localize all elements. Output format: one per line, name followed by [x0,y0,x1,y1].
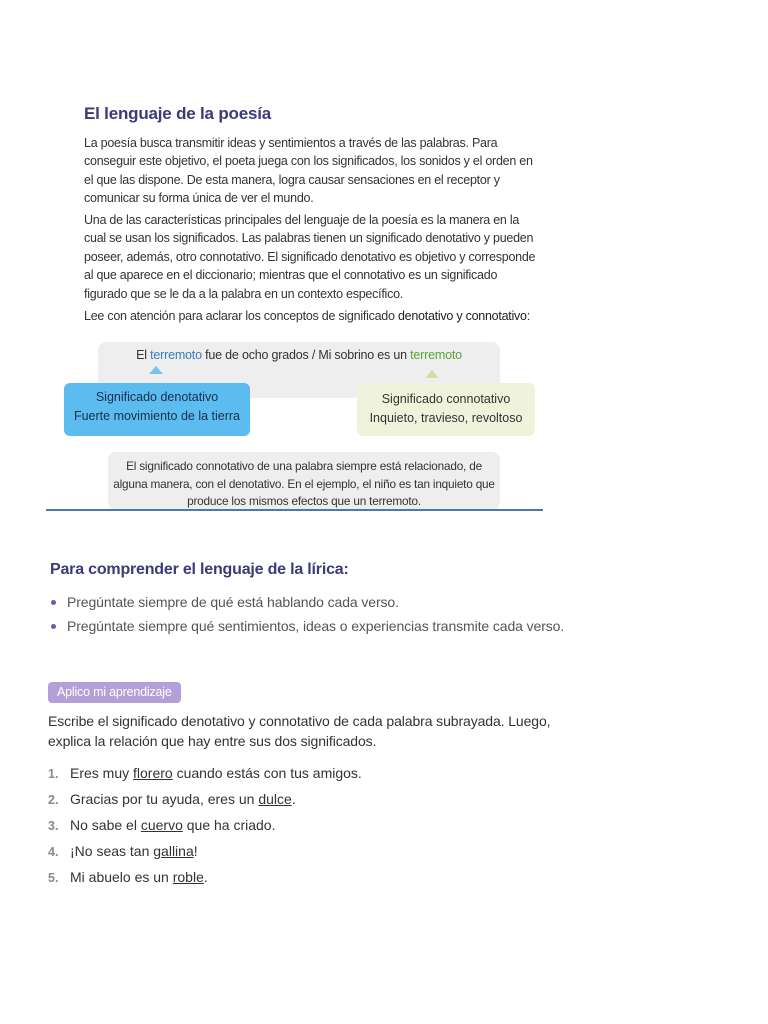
paragraph-instruction [84,307,540,325]
list-item [48,842,448,868]
connotative-text: Inquieto, travieso, revoltoso [369,411,523,425]
lyric-bullets [50,593,570,641]
item-pre: Eres muy [70,765,134,781]
activity-badge: Aplico mi aprendizaje [48,682,181,703]
item-post: . [291,791,296,807]
item-number: 2. [48,793,59,807]
item-pre: No sabe el [70,817,141,833]
example-sentence [98,348,500,362]
item-number: 4. [48,845,59,859]
list-item [48,790,448,816]
bullet-text: Pregúntate siempre qué sentimientos, ideas o experiencias transmite cada verso. [67,618,565,634]
arrow-up-icon [425,370,439,378]
instruction-strong: denotativo y connotativo [397,309,527,323]
list-item [48,816,448,842]
lyric-title: Para comprender el lenguaje de la lírica: [50,561,349,578]
item-underlined-word: cuervo [140,817,183,833]
item-underlined-word: gallina [153,843,194,859]
item-underlined-word: dulce [258,791,292,807]
list-item [50,617,570,636]
item-number: 5. [48,871,59,885]
note-text: El significado connotativo de una palabra siempre está relacionado, de alguna manera, con el denotativo. En el ejemplo, el niño es tan inquieto que produce los mismos efectos que un terremoto. [113,459,495,508]
bullet-icon [51,600,56,605]
item-post: que ha criado. [182,817,276,833]
activity-instructions: Escribe el significado denotativo y connotativo de cada palabra subrayada. Luego, explica la relación que hay entre sus dos significados. [48,713,551,749]
bullet-text: Pregúntate siempre de qué está hablando cada verso. [67,594,399,610]
item-pre: ¡No seas tan [70,843,154,859]
item-pre: Mi abuelo es un [70,869,173,885]
example-pre: El [136,348,151,362]
denotative-title: Significado denotativo [95,390,219,404]
item-post: cuando estás con tus amigos. [172,765,362,781]
connotative-box [357,383,535,436]
connotative-title: Significado connotativo [381,392,511,406]
arrow-up-icon [149,366,163,374]
example-mid: fue de ocho grados / Mi sobrino es un [201,348,411,362]
paragraph-intro: La poesía busca transmitir ideas y sentimientos a través de las palabras. Para conseguir este objetivo, el poeta juega con los significados, los sonidos y el orden en el que las dispone. De esta manera, logra causar sensaciones en el receptor y comunicar su forma única de ver el mundo. [84,136,533,206]
item-post: ! [193,843,198,859]
bullet-icon [51,624,56,629]
example-word-denotative: terremoto [150,348,202,362]
example-word-connotative: terremoto [410,348,462,362]
list-item [48,868,448,894]
divider [46,509,543,511]
item-number: 3. [48,819,59,833]
paragraph-meanings: Una de las características principales del lenguaje de la poesía es la manera en la cual se usan los significados. Las palabras tienen un significado denotativo y pueden poseer, además, otro connotativo. El significado denotativo es objetivo y corresponde al que aparece en el diccionario; mientras que el connotativo es un significado figurado que se le da a la palabra en un contexto específico. [84,213,536,301]
list-item [50,593,570,612]
denotative-text: Fuerte movimiento de la tierra [73,409,241,423]
item-underlined-word: florero [133,765,173,781]
item-number: 1. [48,767,59,781]
instruction-prefix: Lee con atención para aclarar los conceptos de significado [84,309,398,323]
item-underlined-word: roble [172,869,204,885]
instruction-suffix: : [526,309,530,323]
item-post: . [203,869,208,885]
section-title: El lenguaje de la poesía [84,104,271,123]
item-pre: Gracias por tu ayuda, eres un [70,791,259,807]
activity-items [48,764,448,894]
list-item [48,764,448,790]
denotative-box [64,383,250,436]
